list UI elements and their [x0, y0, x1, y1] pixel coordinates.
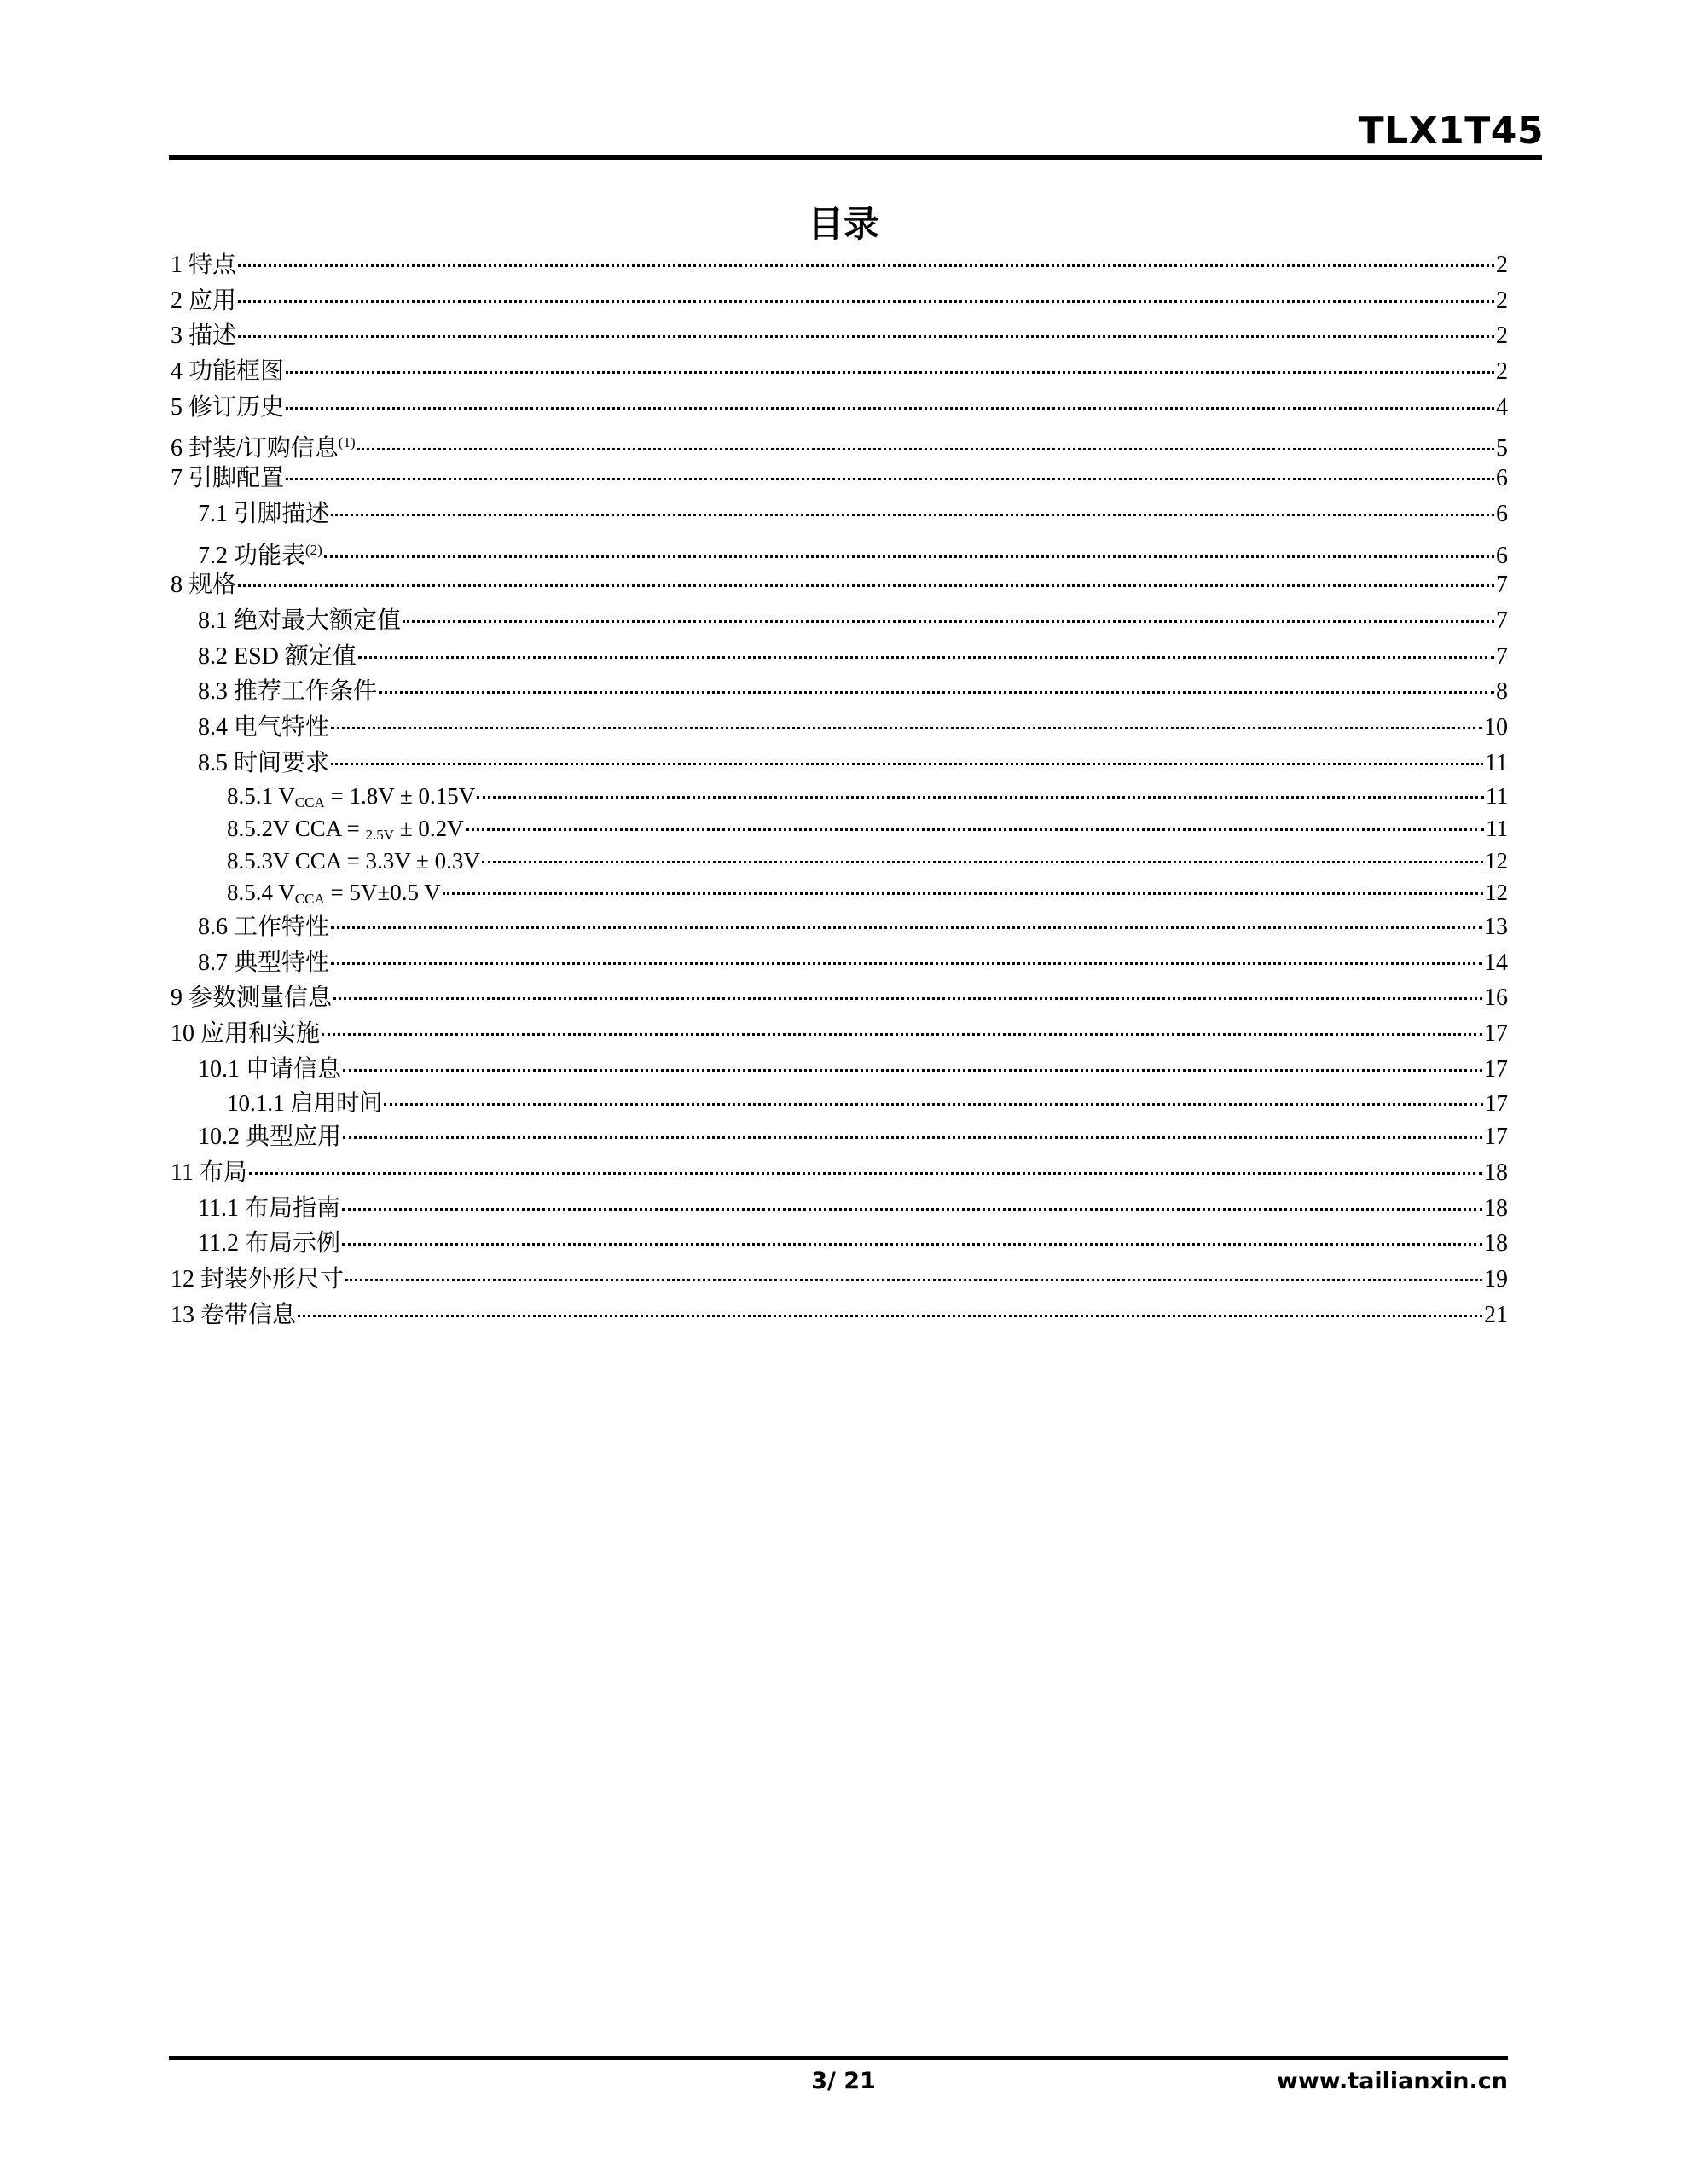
toc-entry-number: 8.5.3V: [227, 847, 290, 874]
toc-entry-page: 17: [1484, 1055, 1508, 1083]
toc-entry-label: 工作特性: [234, 914, 330, 941]
toc-entry[interactable]: [171, 1052, 1508, 1088]
toc-entry-page: 6: [1496, 542, 1508, 569]
toc-entry[interactable]: [171, 1119, 1508, 1155]
toc-leader-dots: [286, 371, 1494, 374]
toc-entry-number: 8.5.2V: [227, 816, 290, 841]
toc-entry-label: = 1.8V ± 0.15V: [324, 783, 476, 810]
toc-entry-number: 8.6: [198, 914, 228, 941]
toc-entry-number: 1: [171, 252, 183, 278]
toc-entry-page: 7: [1496, 572, 1508, 599]
toc-entry-title: [171, 247, 236, 283]
toc-entry-label: 功能表: [234, 542, 306, 569]
toc-leader-dots: [331, 763, 1483, 765]
toc-entry[interactable]: [171, 746, 1508, 781]
toc-entry-title: [227, 1088, 382, 1120]
toc-entry-number: 8.5.1: [227, 783, 273, 810]
toc-entry-title: [198, 1052, 341, 1088]
toc-entry-number: 7.2: [198, 542, 228, 569]
toc-entry-subscript: CCA: [294, 794, 325, 811]
toc-entry[interactable]: [171, 781, 1508, 813]
toc-entry[interactable]: [171, 425, 1508, 461]
toc-entry[interactable]: [171, 813, 1508, 845]
toc-entry-label: 应用: [188, 287, 237, 314]
toc-entry-title: [171, 980, 332, 1016]
toc-entry-label: 引脚配置: [188, 465, 285, 492]
toc-entry[interactable]: [171, 283, 1508, 319]
toc-entry-page: 7: [1496, 607, 1508, 634]
toc-leader-dots: [345, 1279, 1482, 1281]
toc-entry-label: 申请信息: [246, 1055, 342, 1083]
toc-entry-number: 10.1: [198, 1055, 240, 1083]
toc-entry[interactable]: [171, 1298, 1508, 1333]
toc-entry-page: 11: [1485, 749, 1508, 776]
toc-entry-title: [198, 710, 329, 746]
toc-entry-label: ESD 额定值: [234, 642, 357, 670]
toc-entry-label: 卷带信息: [200, 1301, 297, 1328]
toc-entry[interactable]: [171, 354, 1508, 390]
header-rule: [169, 155, 1542, 160]
toc-leader-dots: [298, 1315, 1482, 1317]
toc-entry-label: 电气特性: [234, 713, 330, 741]
toc-entry-page: 7: [1496, 642, 1508, 670]
toc-entry[interactable]: [171, 980, 1508, 1016]
toc-entry-page: 10: [1484, 713, 1508, 741]
toc-entry-title: [171, 390, 284, 426]
toc-entry-number: 13: [171, 1301, 194, 1328]
footer-page-number: 3/ 21: [811, 2068, 876, 2094]
toc-leader-dots: [384, 1103, 1483, 1106]
toc-entry[interactable]: [171, 1191, 1508, 1227]
footer-rule: [169, 2056, 1508, 2060]
toc-entry-page: 6: [1496, 500, 1508, 527]
toc-entry-label: 修订历史: [188, 393, 285, 421]
toc-entry-label: 特点: [188, 252, 237, 278]
toc-entry-symbol: V: [278, 783, 295, 810]
toc-entry-label: 描述: [188, 322, 237, 350]
toc-entry[interactable]: [171, 639, 1508, 675]
toc-leader-dots: [357, 448, 1494, 450]
toc-leader-dots: [482, 861, 1483, 863]
toc-entry[interactable]: [171, 1016, 1508, 1052]
toc-leader-dots: [342, 1208, 1482, 1211]
toc-entry-number: 3: [171, 322, 183, 350]
toc-entry-page: 12: [1485, 847, 1508, 874]
toc-entry-label: 时间要求: [234, 749, 330, 776]
toc-leader-dots: [331, 962, 1482, 965]
toc-entry-number: 8.2: [198, 642, 228, 670]
toc-entry[interactable]: [171, 532, 1508, 568]
toc-entry-page: 18: [1484, 1159, 1508, 1186]
toc-entry[interactable]: [171, 567, 1508, 603]
toc-entry-footnote-mark: (1): [338, 434, 356, 451]
toc-entry-page: 18: [1484, 1194, 1508, 1222]
toc-entry[interactable]: [171, 247, 1508, 283]
toc-entry-page: 14: [1484, 949, 1508, 976]
toc-entry[interactable]: [171, 461, 1508, 497]
toc-entry-number: 7.1: [198, 500, 228, 527]
toc-entry-title: [171, 354, 284, 390]
toc-entry-label: 功能框图: [188, 358, 285, 386]
toc-entry-number: 12: [171, 1265, 194, 1292]
toc-entry-subscript: CCA: [294, 891, 325, 908]
toc-entry-title: [198, 909, 329, 945]
toc-entry-page: 5: [1496, 435, 1508, 462]
toc-entry-page: 11: [1486, 783, 1508, 810]
toc-entry[interactable]: [171, 318, 1508, 354]
toc-entry-label: 应用和实施: [200, 1020, 321, 1048]
table-of-contents: [171, 247, 1508, 1333]
toc-entry-title: [198, 1119, 341, 1155]
toc-entry-page: 2: [1496, 322, 1508, 350]
toc-entry-page: 6: [1496, 465, 1508, 492]
toc-leader-dots: [286, 478, 1494, 480]
toc-entry-title: [171, 1155, 247, 1191]
toc-entry-title: [227, 845, 480, 878]
toc-leader-dots: [238, 264, 1494, 267]
toc-entry-label: 规格: [188, 572, 237, 599]
toc-entry-page: 17: [1484, 1124, 1508, 1151]
header-product-name: TLX1T45: [1358, 109, 1544, 153]
toc-leader-dots: [238, 584, 1494, 587]
toc-entry-title: [198, 1191, 340, 1227]
toc-entry-label: 布局示例: [244, 1230, 340, 1258]
toc-leader-dots: [322, 1033, 1482, 1036]
toc-entry-page: 2: [1496, 287, 1508, 314]
toc-entry-title: [171, 1016, 320, 1052]
toc-entry-label: 封装/订购信息: [188, 435, 339, 462]
toc-entry-label: 绝对最大额定值: [234, 607, 402, 634]
toc-entry-label: 参数测量信息: [188, 985, 333, 1012]
toc-leader-dots: [379, 691, 1494, 694]
toc-entry-number: 7: [171, 465, 183, 492]
toc-entry[interactable]: [171, 877, 1508, 909]
toc-leader-dots: [331, 514, 1494, 516]
toc-entry-number: 11.2: [198, 1230, 239, 1258]
toc-entry[interactable]: [171, 710, 1508, 746]
toc-entry[interactable]: [171, 1226, 1508, 1262]
toc-leader-dots: [238, 300, 1494, 303]
toc-entry-title: [198, 603, 401, 639]
toc-entry-page: 13: [1484, 914, 1508, 941]
toc-entry-title: [171, 318, 236, 354]
toc-entry-number: 8.1: [198, 607, 228, 634]
toc-entry-page: 17: [1485, 1089, 1508, 1116]
toc-entry-footnote-mark: (2): [305, 541, 322, 558]
toc-entry-label: 典型特性: [234, 949, 330, 976]
toc-entry-label: 启用时间: [290, 1089, 383, 1116]
toc-entry-page: 21: [1484, 1301, 1508, 1328]
toc-leader-dots: [343, 1136, 1482, 1139]
toc-entry-symbol: V: [278, 880, 295, 906]
toc-entry-label: 典型应用: [246, 1124, 342, 1151]
toc-entry-title: [198, 639, 357, 675]
toc-entry-title: [198, 674, 377, 710]
toc-entry-title: [171, 1298, 296, 1333]
toc-entry-number: 8.5.4: [227, 880, 273, 906]
toc-leader-dots: [403, 620, 1494, 623]
toc-entry-label: CCA =: [294, 816, 366, 841]
toc-leader-dots: [343, 1069, 1482, 1072]
toc-entry[interactable]: [171, 603, 1508, 639]
toc-title: 目录: [807, 203, 879, 245]
toc-entry-number: 11: [171, 1159, 194, 1186]
toc-entry-number: 2: [171, 287, 183, 314]
toc-entry-page: 2: [1496, 358, 1508, 386]
toc-leader-dots: [331, 926, 1482, 929]
toc-leader-dots: [238, 335, 1494, 338]
toc-entry-number: 8: [171, 572, 183, 599]
toc-entry-page: 18: [1484, 1230, 1508, 1258]
toc-leader-dots: [466, 828, 1484, 831]
toc-leader-dots: [286, 407, 1494, 410]
toc-entry-number: 4: [171, 358, 183, 386]
toc-entry[interactable]: [171, 845, 1508, 878]
toc-entry-number: 10.1.1: [227, 1089, 285, 1116]
toc-entry-number: 8.4: [198, 713, 228, 741]
toc-entry-page: 8: [1496, 678, 1508, 706]
toc-leader-dots: [358, 656, 1494, 659]
toc-entry-page: 12: [1485, 880, 1508, 906]
toc-leader-dots: [324, 555, 1494, 558]
toc-entry-number: 8.7: [198, 949, 228, 976]
toc-entry[interactable]: [171, 497, 1508, 532]
toc-leader-dots: [249, 1172, 1482, 1175]
toc-entry[interactable]: [171, 1262, 1508, 1298]
toc-entry-number: 8.5: [198, 749, 228, 776]
toc-entry-number: 6: [171, 435, 183, 462]
toc-entry[interactable]: [171, 1088, 1508, 1120]
toc-leader-dots: [331, 727, 1482, 729]
toc-entry-title: [171, 1262, 344, 1298]
toc-entry-number: 8.3: [198, 678, 228, 706]
toc-entry[interactable]: [171, 1155, 1508, 1191]
toc-leader-dots: [477, 796, 1484, 799]
toc-leader-dots: [342, 1243, 1482, 1246]
toc-entry-label: 封装外形尺寸: [200, 1265, 345, 1292]
toc-entry-number: 10.2: [198, 1124, 240, 1151]
toc-entry[interactable]: [171, 674, 1508, 710]
toc-entry-title: [171, 567, 236, 603]
toc-entry-page: 19: [1484, 1265, 1508, 1292]
toc-entry-label: CCA = 3.3V ± 0.3V: [294, 847, 480, 874]
footer-website: www.tailianxin.cn: [1276, 2068, 1508, 2094]
toc-entry-label: 推荐工作条件: [234, 678, 378, 706]
toc-entry-page: 11: [1486, 816, 1508, 841]
toc-entry-title: [198, 945, 329, 981]
toc-entry-label: 布局: [199, 1159, 247, 1186]
toc-leader-dots: [333, 997, 1482, 1000]
toc-entry[interactable]: [171, 390, 1508, 426]
toc-entry-label-suffix: ± 0.2V: [394, 816, 464, 841]
toc-entry-number: 5: [171, 393, 183, 421]
toc-entry-number: 11.1: [198, 1194, 239, 1222]
toc-leader-dots: [443, 892, 1483, 895]
toc-entry-label: = 5V±0.5 V: [324, 880, 441, 906]
toc-entry-title: [198, 746, 329, 781]
toc-entry-page: 17: [1484, 1020, 1508, 1048]
toc-entry-page: 2: [1496, 252, 1508, 278]
toc-entry-title: [171, 461, 284, 497]
toc-entry[interactable]: [171, 945, 1508, 981]
toc-entry-number: 9: [171, 985, 183, 1012]
toc-entry-label: 布局指南: [244, 1194, 340, 1222]
toc-entry-number: 10: [171, 1020, 194, 1048]
toc-entry-page: 4: [1496, 393, 1508, 421]
toc-entry-small-value: 2.5V: [365, 827, 395, 843]
toc-entry-title: [198, 497, 329, 532]
toc-entry-title: [198, 1226, 340, 1262]
toc-entry-page: 16: [1484, 985, 1508, 1012]
toc-entry-label: 引脚描述: [234, 500, 330, 527]
toc-entry-title: [171, 283, 236, 319]
